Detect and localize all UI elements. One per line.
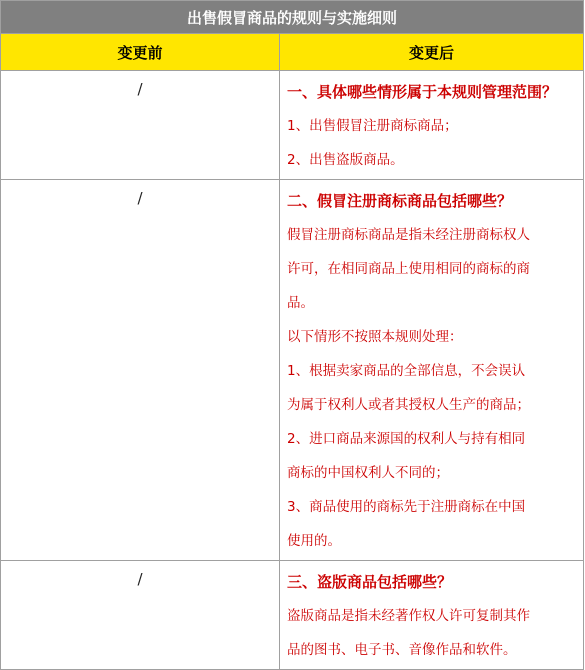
table-title: 出售假冒商品的规则与实施细则 <box>1 1 584 34</box>
body-line: 以下情形不按照本规则处理： <box>287 329 463 345</box>
body-line: 为属于权利人或者其授权人生产的商品； <box>287 397 530 413</box>
body-line: 3、商品使用的商标先于注册商标在中国 <box>287 499 526 515</box>
body-line: 使用的。 <box>287 533 341 549</box>
before-cell: / <box>1 71 280 180</box>
table-row <box>1 71 584 180</box>
body-line: 许可，在相同商品上使用相同的商标的商 <box>287 261 530 277</box>
after-cell <box>280 71 584 180</box>
body-line: 商标的中国权利人不同的； <box>287 465 449 481</box>
body-line: 1、根据卖家商品的全部信息，不会误认 <box>287 363 526 379</box>
title-row <box>1 1 584 34</box>
header-row <box>1 34 584 71</box>
before-cell: / <box>1 180 280 561</box>
body-line: 2、进口商品来源国的权利人与持有相同 <box>287 431 526 447</box>
body-line: 盗版商品是指未经著作权人许可复制其作 <box>287 608 530 624</box>
table-row <box>1 561 584 670</box>
body-line: 2、出售盗版商品。 <box>287 152 404 168</box>
before-cell: / <box>1 561 280 670</box>
body-line: 假冒注册商标商品是指未经注册商标权人 <box>287 227 530 243</box>
column-header-after: 变更后 <box>280 34 584 71</box>
body-line: 品的图书、电子书、音像作品和软件。 <box>287 642 517 658</box>
after-cell <box>280 561 584 670</box>
section-heading: 二、假冒注册商标商品包括哪些？ <box>287 192 513 210</box>
table-row <box>1 180 584 561</box>
after-cell <box>280 180 584 561</box>
column-header-before: 变更前 <box>1 34 280 71</box>
body-line: 1、出售假冒注册商标商品； <box>287 118 458 134</box>
body-line: 品。 <box>287 295 314 311</box>
section-heading: 一、具体哪些情形属于本规则管理范围？ <box>287 83 558 101</box>
section-heading: 三、盗版商品包括哪些？ <box>287 573 453 591</box>
